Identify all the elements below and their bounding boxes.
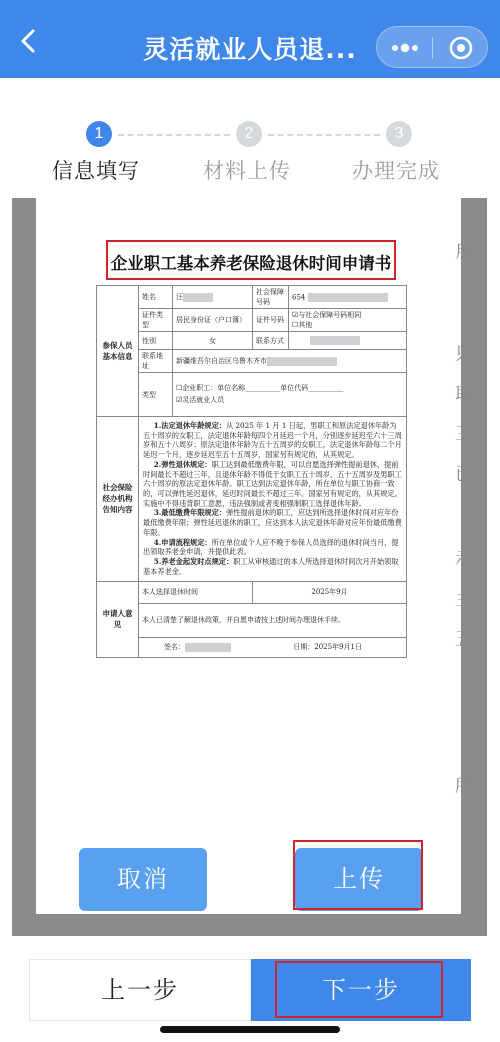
cancel-button[interactable]: 取消 — [79, 848, 207, 911]
redacted-block — [267, 357, 337, 366]
page-title: 灵活就业人员退... — [143, 35, 357, 64]
type-options — [173, 373, 407, 417]
section-applicant: 申请人意见 — [97, 581, 139, 657]
address-value: 新疆维吾尔自治区乌鲁木齐市 — [176, 357, 267, 365]
address-label: 联系地址 — [139, 350, 173, 373]
side-char: 示 — [455, 549, 473, 570]
step-2-circle: 2 — [236, 121, 262, 147]
name-value: 汪 — [176, 293, 183, 301]
step-connector-1 — [118, 134, 230, 136]
capsule-divider — [432, 37, 433, 59]
policy-item: 1.法定退休年龄规定：从 2025 年 1 月 1 日起，男职工和原法定退休年龄为五十周岁的女职工，法定退休年龄每四个月延迟一个月，分别逐步延迟至六十三周岁和五十八周岁；原法定退休年龄为五十五周岁的女职工，法定退休年龄每二个月延迟一个月，逐步延迟至五十五周岁，国家另有规定的，从其规定。 — [143, 421, 402, 460]
redacted-block — [183, 293, 213, 302]
declaration-text: 本人已清楚了解退休政策，并自愿申请按上述时间办理退休手续。 — [139, 603, 407, 637]
form-title-highlight — [106, 240, 396, 280]
date-label: 日期： — [293, 643, 315, 651]
ssn-cell — [289, 286, 407, 309]
section-policy: 社会保险经办机构告知内容 — [97, 417, 139, 582]
gender-value: 女 — [173, 332, 253, 350]
form-title: 企业职工基本养老保险退休时间申请书 — [110, 254, 392, 273]
ssn-label: 社会保障号码 — [253, 286, 289, 309]
target-circle-icon[interactable] — [447, 34, 475, 62]
side-char: 三 — [455, 424, 473, 445]
id-no-options — [289, 309, 407, 332]
chosen-time-value: 2025年9月 — [253, 581, 407, 603]
ssn-value: 654 — [292, 293, 306, 301]
step-2-label: 材料上传 — [203, 159, 291, 183]
type-option-flexible: ☑灵活就业人员 — [176, 395, 225, 404]
policy-item: 2.弹性退休规定：职工达到最低缴费年限，可以自愿选择弹性提前退休，提前时间最长不超过三年，且退休年龄不得低于女职工五十周岁、五十五周岁及男职工六十周岁的原法定退休年龄。职工达到法定退休年龄，所在单位与职工协商一致的，可以弹性延迟退休，延迟时间最长不超过三年。国家另有规定的，从其规定。实施中不得违背职工意愿，违法强制或者变相强制职工选择退休年龄。 — [143, 459, 402, 508]
section-basic-info: 参保人员基本信息 — [97, 286, 139, 417]
step-1-label: 信息填写 — [52, 159, 140, 183]
gender-label: 性别 — [139, 332, 173, 350]
step-1-circle: 1 — [86, 121, 112, 147]
phone-label: 联系方式 — [253, 332, 289, 350]
id-no-option-same: ☑与社会保障号码相同 — [292, 311, 362, 319]
side-char: 主 — [455, 589, 473, 610]
phone-cell — [289, 332, 407, 350]
type-label: 类型 — [139, 373, 173, 417]
policy-text — [139, 417, 407, 582]
redacted-block — [308, 293, 388, 302]
more-dots-icon[interactable] — [389, 39, 421, 57]
name-label: 姓名 — [139, 286, 173, 309]
address-cell — [173, 350, 407, 373]
id-no-option-other: ☐其他 — [292, 321, 313, 329]
sign-label: 签名： — [164, 643, 185, 651]
policy-item: 3.最低缴费年限规定：弹性提前退休的职工，应达到所选择退休时间对应年份最低缴费年限；弹性延迟退休的职工，应达到本人法定退休年龄对应年份最低缴费年限。 — [143, 508, 402, 537]
application-form-table — [96, 285, 407, 658]
mini-program-capsule — [376, 26, 488, 68]
side-char: 已 — [455, 464, 473, 485]
policy-item: 5.养老金起发时点规定：职工从审核通过的本人所选择退休时间次月开始领取基本养老金。 — [143, 557, 399, 576]
id-type-value: 居民身份证（户口簿） — [173, 309, 253, 332]
app-header — [0, 0, 500, 78]
side-char: 只 — [455, 344, 473, 365]
step-3-label: 办理完成 — [352, 159, 440, 183]
redacted-block — [185, 643, 231, 652]
type-option-employee: ☐企业职工：单位名称__________单位代码__________ — [176, 384, 344, 393]
side-char: 五 — [455, 629, 473, 650]
date-value: 2025年9月1日 — [314, 643, 362, 651]
side-char: 用 — [455, 242, 473, 263]
id-no-label: 证件号码 — [253, 309, 289, 332]
redacted-block — [310, 336, 360, 345]
step-connector-2 — [268, 134, 380, 136]
step-3-circle: 3 — [386, 121, 412, 147]
signature-row — [139, 637, 407, 657]
upload-button[interactable]: 上传 — [295, 848, 423, 911]
side-char: 所 — [455, 776, 473, 797]
side-char: 取 — [455, 384, 473, 405]
name-cell — [173, 286, 253, 309]
home-indicator — [160, 1026, 340, 1033]
id-type-label: 证件类型 — [139, 309, 173, 332]
next-step-button[interactable]: 下一步 — [251, 959, 471, 1021]
prev-step-button[interactable]: 上一步 — [29, 959, 251, 1021]
policy-item: 4.申请流程规定：所在单位或个人应不晚于参保人员选择的退休时间当月，提出领取养老金申请，并提供此表。 — [143, 537, 399, 557]
chosen-time-label: 本人选择退休时间 — [139, 581, 253, 603]
